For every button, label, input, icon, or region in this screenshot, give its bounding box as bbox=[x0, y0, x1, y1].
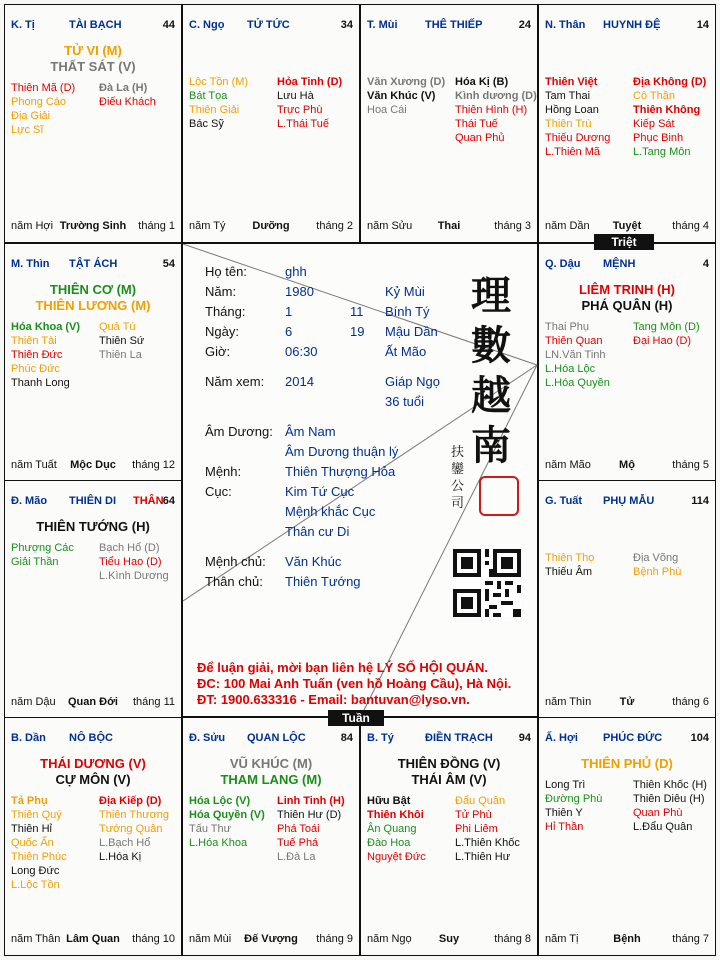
minor-star: Kiếp Sát bbox=[633, 118, 675, 130]
minor-star: Lưu Hà bbox=[277, 90, 314, 102]
palace-year: năm Ngọ bbox=[367, 933, 412, 945]
minor-star: Thiên Việt bbox=[545, 76, 598, 88]
main-star: PHÁ QUÂN (H) bbox=[581, 298, 673, 313]
palace-name: TÀI BẠCH bbox=[69, 19, 122, 31]
palace-month: tháng 5 bbox=[672, 459, 709, 471]
palace-footer bbox=[189, 220, 353, 234]
minor-star: Thai Phụ bbox=[545, 321, 590, 333]
minor-star: Thiên Khôi bbox=[367, 809, 424, 821]
palace-age: 24 bbox=[518, 19, 531, 31]
palace-branch: G. Tuất bbox=[545, 495, 583, 507]
minor-stars-left bbox=[189, 794, 265, 850]
minor-star: Phục Binh bbox=[633, 132, 684, 144]
minor-star: Đà La (H) bbox=[99, 82, 148, 94]
contact-line-2: ĐC: 100 Mai Anh Tuấn (ven hồ Hoàng Cầu), Hà Nội. bbox=[197, 676, 512, 691]
month-label: Tháng: bbox=[205, 304, 246, 319]
minor-star: L.Hóa Kị bbox=[99, 851, 142, 863]
month-value: 1 bbox=[285, 304, 293, 319]
year-canchi: Kỷ Mùi bbox=[385, 284, 425, 299]
palace-month: tháng 4 bbox=[672, 220, 709, 232]
minor-star: Văn Xương (D) bbox=[367, 76, 446, 88]
destiny-value: Thiên Thượng Hỏa bbox=[285, 464, 396, 479]
yin-yang-value: Âm Nam bbox=[285, 424, 336, 439]
minor-star: Hữu Bật bbox=[367, 795, 411, 807]
year-value: 1980 bbox=[285, 284, 314, 299]
palace-hoi[interactable] bbox=[538, 717, 716, 956]
main-star: THIÊN ĐỒNG (V) bbox=[397, 756, 501, 771]
minor-star: L.Lộc Tồn bbox=[11, 879, 60, 891]
minor-star: Tang Môn (D) bbox=[633, 321, 700, 333]
palace-stage: Bệnh bbox=[613, 933, 641, 945]
minor-stars-left bbox=[367, 794, 426, 864]
logo-char-4: 南 bbox=[471, 422, 511, 469]
palace-age: 94 bbox=[518, 732, 531, 744]
palace-month: tháng 1 bbox=[138, 220, 175, 232]
bureau-value-2: Mệnh khắc Cục bbox=[285, 504, 376, 519]
palace-name: MỆNH bbox=[603, 258, 636, 270]
palace-header bbox=[189, 732, 353, 746]
month-lunar: 11 bbox=[350, 304, 364, 319]
hour-label: Giờ: bbox=[205, 344, 231, 359]
minor-star: Phi Liêm bbox=[455, 823, 498, 835]
palace-branch: B. Dần bbox=[11, 732, 46, 744]
minor-star: Thiên Diêu (H) bbox=[633, 793, 705, 805]
palace-year: năm Thân bbox=[11, 933, 61, 945]
minor-star: Thiên Hư (D) bbox=[277, 809, 342, 821]
palace-stage: Trường Sinh bbox=[59, 220, 127, 232]
logo-char-2: 數 bbox=[471, 322, 511, 369]
palace-header bbox=[545, 258, 709, 272]
minor-star: L.Hóa Khoa bbox=[189, 837, 248, 849]
minor-star: Tam Thai bbox=[545, 90, 591, 102]
palace-age: 4 bbox=[702, 258, 709, 270]
bureau-value-3: Thân cư Di bbox=[285, 524, 350, 539]
palace-stage: Đế Vượng bbox=[244, 933, 298, 945]
palace-body-tag: THÂN bbox=[133, 495, 164, 507]
palace-month: tháng 2 bbox=[316, 220, 353, 232]
palace-year: năm Dần bbox=[545, 220, 590, 232]
minor-star: Thiên Tài bbox=[11, 335, 57, 347]
minor-star: Điếu Khách bbox=[99, 96, 156, 108]
destiny-ruler-value: Văn Khúc bbox=[285, 554, 342, 569]
palace-branch: K. Tị bbox=[11, 19, 35, 31]
minor-star: Phúc Đức bbox=[11, 363, 60, 375]
minor-star: L.Thái Tuế bbox=[277, 118, 329, 130]
palace-year: năm Tý bbox=[189, 220, 226, 232]
palace-name: THIÊN DI bbox=[69, 495, 117, 507]
day-value: 6 bbox=[285, 324, 293, 339]
minor-star: Thiên Quan bbox=[545, 335, 603, 347]
minor-star: Ân Quang bbox=[367, 823, 417, 835]
minor-star: Thiếu Dương bbox=[545, 132, 611, 144]
palace-month: tháng 8 bbox=[494, 933, 531, 945]
palace-age: 44 bbox=[162, 19, 175, 31]
minor-star: L.Tang Môn bbox=[633, 146, 691, 158]
palace-header bbox=[11, 732, 175, 746]
palace-header bbox=[545, 732, 709, 746]
palace-name: TẬT ÁCH bbox=[69, 258, 118, 270]
minor-star: Quốc Ấn bbox=[11, 837, 54, 849]
minor-star: Bát Tọa bbox=[189, 90, 228, 102]
minor-star: Thái Tuế bbox=[455, 118, 498, 130]
minor-star: Tả Phụ bbox=[11, 795, 48, 807]
palace-year: năm Sửu bbox=[367, 220, 413, 232]
minor-star: Thiên Trù bbox=[545, 118, 592, 130]
minor-stars-left bbox=[11, 794, 67, 892]
minor-star: Phong Cáo bbox=[11, 96, 67, 108]
minor-stars-right bbox=[277, 794, 345, 864]
view-year-label: Năm xem: bbox=[205, 374, 265, 389]
palace-stage: Suy bbox=[438, 933, 460, 945]
minor-star: Hồng Loan bbox=[545, 104, 599, 116]
minor-star: Thiên Y bbox=[545, 807, 583, 819]
palace-year: năm Hợi bbox=[11, 220, 54, 232]
minor-star: LN.Văn Tinh bbox=[545, 349, 606, 361]
minor-star: Địa Kiếp (D) bbox=[99, 795, 162, 807]
minor-star: L.Thiên Mã bbox=[545, 146, 601, 158]
palace-branch: N. Thân bbox=[545, 19, 586, 31]
minor-star: Quan Phủ bbox=[455, 132, 505, 144]
palace-header bbox=[545, 495, 709, 509]
palace-footer bbox=[11, 696, 175, 710]
palace-name: QUAN LỘC bbox=[247, 732, 306, 744]
minor-stars-right bbox=[99, 794, 169, 864]
minor-star: Hóa Lộc (V) bbox=[189, 795, 251, 807]
tuan-tag: Tuần bbox=[328, 710, 384, 726]
minor-star: Tuế Phá bbox=[277, 837, 319, 849]
minor-star: Kình dương (D) bbox=[455, 90, 537, 102]
palace-dan[interactable] bbox=[4, 717, 182, 956]
minor-star: Linh Tinh (H) bbox=[277, 795, 345, 807]
minor-star: Đại Hao (D) bbox=[633, 335, 692, 347]
main-star: THAM LANG (M) bbox=[220, 772, 322, 787]
palace-footer bbox=[367, 933, 531, 947]
body-ruler-label: Thân chủ: bbox=[205, 574, 263, 589]
minor-stars-left bbox=[11, 541, 74, 569]
minor-star: Phượng Các bbox=[11, 542, 74, 554]
minor-stars-left bbox=[545, 320, 610, 390]
palace-ngo[interactable] bbox=[182, 4, 360, 243]
minor-stars-left bbox=[545, 778, 602, 834]
minor-star: Đẩu Quân bbox=[455, 795, 506, 807]
minor-star: Hoa Cái bbox=[367, 104, 407, 116]
palace-ty[interactable] bbox=[4, 4, 182, 243]
palace-stage: Mộ bbox=[619, 459, 635, 471]
palace-stage: Dưỡng bbox=[252, 220, 290, 232]
palace-branch: Ấ. Hợi bbox=[545, 732, 578, 744]
minor-star: L.Đà La bbox=[277, 851, 316, 863]
minor-star: Thiên Không bbox=[633, 104, 701, 116]
palace-header bbox=[11, 19, 175, 33]
palace-age: 14 bbox=[696, 19, 709, 31]
minor-star: Thiên Quý bbox=[11, 809, 62, 821]
day-canchi: Mậu Dần bbox=[385, 324, 438, 339]
minor-stars-left bbox=[189, 75, 248, 131]
minor-star: Nguyệt Đức bbox=[367, 851, 426, 863]
palace-mui[interactable] bbox=[360, 4, 538, 243]
minor-star: Phá Toái bbox=[277, 823, 320, 835]
minor-star: Đào Hoa bbox=[367, 837, 411, 849]
minor-star: Hóa Quyền (V) bbox=[189, 809, 265, 821]
palace-header bbox=[545, 19, 709, 33]
palace-year: năm Tị bbox=[545, 933, 579, 945]
palace-dau[interactable] bbox=[538, 243, 716, 482]
palace-year: năm Dậu bbox=[11, 696, 56, 708]
palace-footer bbox=[367, 220, 531, 234]
minor-star: Hóa Kị (B) bbox=[455, 76, 509, 88]
minor-star: L.Bạch Hổ bbox=[99, 837, 151, 849]
palace-name: TỬ TỨC bbox=[247, 19, 290, 31]
palace-stage: Tuyệt bbox=[612, 220, 642, 232]
name-label: Họ tên: bbox=[205, 264, 247, 279]
contact-line-1: Để luận giải, mời bạn liên hệ LÝ SỐ HỘI QUÁN. bbox=[197, 660, 488, 675]
minor-star: Đường Phù bbox=[545, 793, 603, 805]
main-star: CỰ MÔN (V) bbox=[55, 772, 131, 787]
minor-star: L.Thiên Khốc bbox=[455, 837, 520, 849]
minor-star: Giải Thần bbox=[11, 556, 59, 568]
minor-star: Tấu Thư bbox=[189, 823, 232, 835]
body-ruler-value: Thiên Tướng bbox=[285, 574, 361, 589]
minor-star: Tiểu Hao (D) bbox=[99, 556, 162, 568]
minor-star: Địa Không (D) bbox=[633, 76, 707, 88]
palace-month: tháng 3 bbox=[494, 220, 531, 232]
palace-branch: B. Tý bbox=[367, 732, 394, 744]
logo-small-text: 扶 鑾 公 司 bbox=[451, 445, 465, 511]
qr-code-icon bbox=[453, 549, 521, 617]
palace-year: năm Tuất bbox=[11, 459, 57, 471]
minor-stars-right bbox=[633, 320, 700, 348]
palace-name: HUYNH ĐỆ bbox=[603, 19, 661, 31]
minor-star: Thiên Đức bbox=[11, 349, 63, 361]
minor-star: Thiên Hỉ bbox=[11, 823, 52, 835]
palace-branch: Q. Dậu bbox=[545, 258, 581, 270]
minor-star: Thiên Khốc (H) bbox=[633, 779, 707, 791]
palace-age: 64 bbox=[162, 495, 175, 507]
minor-star: Bạch Hổ (D) bbox=[99, 542, 160, 554]
palace-age: 34 bbox=[340, 19, 353, 31]
palace-year: năm Mão bbox=[545, 459, 591, 471]
palace-month: tháng 10 bbox=[132, 933, 175, 945]
main-star: THIÊN CƠ (M) bbox=[49, 282, 137, 297]
minor-star: L.Thiên Hư bbox=[455, 851, 511, 863]
age-value: 36 tuổi bbox=[385, 394, 425, 409]
minor-star: Tử Phù bbox=[455, 809, 492, 821]
yin-yang-label: Âm Dương: bbox=[205, 424, 273, 439]
main-star: THẤT SÁT (V) bbox=[50, 59, 136, 74]
palace-footer bbox=[11, 459, 175, 473]
palace-footer bbox=[11, 933, 175, 947]
palace-than[interactable] bbox=[538, 4, 716, 243]
minor-star: Thiên Sứ bbox=[99, 335, 145, 347]
palace-branch: T. Mùi bbox=[367, 19, 398, 31]
destiny-label: Mệnh: bbox=[205, 464, 242, 479]
palace-month: tháng 12 bbox=[132, 459, 175, 471]
minor-stars-right bbox=[633, 778, 707, 834]
minor-star: L.Hóa Lộc bbox=[545, 363, 596, 375]
palace-name: ĐIỀN TRẠCH bbox=[425, 732, 493, 744]
palace-header bbox=[367, 19, 531, 33]
palace-branch: Đ. Sửu bbox=[189, 732, 226, 744]
palace-name: THÊ THIẾP bbox=[425, 19, 483, 31]
minor-star: Hỏa Tinh (D) bbox=[277, 76, 343, 88]
palace-ty2[interactable] bbox=[360, 717, 538, 956]
palace-name: PHÚC ĐỨC bbox=[603, 732, 663, 744]
palace-month: tháng 6 bbox=[672, 696, 709, 708]
view-year-canchi: Giáp Ngọ bbox=[385, 374, 440, 389]
minor-star: Văn Khúc (V) bbox=[367, 90, 436, 102]
palace-name: NÔ BỘC bbox=[69, 732, 113, 744]
palace-header bbox=[367, 732, 531, 746]
minor-star: L.Hóa Quyền bbox=[545, 377, 610, 389]
minor-star: L.Kình Dương bbox=[99, 570, 169, 582]
triet-tag: Triệt bbox=[594, 234, 654, 250]
palace-year: năm Thìn bbox=[545, 696, 592, 708]
palace-branch: Đ. Mão bbox=[11, 495, 48, 507]
hour-canchi: Ất Mão bbox=[385, 344, 427, 359]
seal-stamp-icon bbox=[479, 476, 519, 516]
palace-footer bbox=[545, 933, 709, 947]
main-star: TỬ VI (M) bbox=[64, 43, 122, 58]
palace-year: năm Mùi bbox=[189, 933, 232, 945]
destiny-ruler-label: Mệnh chủ: bbox=[205, 554, 266, 569]
minor-stars-right bbox=[455, 794, 520, 864]
minor-stars-left bbox=[545, 551, 594, 579]
palace-branch: C. Ngọ bbox=[189, 19, 225, 31]
minor-star: Thiên Thọ bbox=[545, 552, 595, 564]
minor-stars-left bbox=[11, 320, 80, 390]
palace-tuat[interactable] bbox=[538, 480, 716, 719]
minor-star: Bệnh Phù bbox=[633, 566, 682, 578]
center-info-panel bbox=[182, 243, 538, 717]
main-star: THÁI DƯƠNG (V) bbox=[40, 756, 146, 771]
minor-stars-right bbox=[633, 75, 706, 159]
palace-month: tháng 11 bbox=[132, 696, 175, 708]
logo-char-3: 越 bbox=[471, 372, 511, 419]
minor-star: Cô Thần bbox=[633, 90, 675, 102]
minor-star: Thiên La bbox=[99, 349, 142, 361]
palace-branch: M. Thìn bbox=[11, 258, 50, 270]
minor-star: Trực Phù bbox=[277, 104, 323, 116]
minor-star: Thiên Giải bbox=[189, 104, 240, 116]
minor-star: Thanh Long bbox=[11, 377, 70, 389]
day-label: Ngày: bbox=[205, 324, 239, 339]
minor-star: Lực Sĩ bbox=[11, 124, 44, 136]
minor-star: Thiên Thương bbox=[99, 809, 170, 821]
palace-footer bbox=[545, 459, 709, 473]
view-year-value: 2014 bbox=[285, 374, 314, 389]
palace-header bbox=[11, 258, 175, 272]
palace-stage: Quan Đới bbox=[68, 696, 118, 708]
minor-stars-right bbox=[277, 75, 342, 131]
logo-char-1: 理 bbox=[471, 272, 511, 319]
contact-line-3: ĐT: 1900.633316 - Email: bantuvan@lyso.vn. bbox=[197, 692, 470, 707]
palace-footer bbox=[545, 696, 709, 710]
palace-mao[interactable] bbox=[4, 480, 182, 719]
palace-header bbox=[11, 495, 175, 509]
palace-footer bbox=[189, 933, 353, 947]
minor-star: Lộc Tồn (M) bbox=[189, 76, 249, 88]
palace-stage: Thai bbox=[437, 220, 461, 232]
minor-star: L.Đẩu Quân bbox=[633, 821, 693, 833]
palace-stage: Tử bbox=[619, 696, 635, 708]
minor-star: Quả Tú bbox=[99, 321, 136, 333]
palace-age: 104 bbox=[690, 732, 709, 744]
minor-star: Bác Sỹ bbox=[189, 118, 224, 130]
palace-footer bbox=[11, 220, 175, 234]
palace-footer bbox=[545, 220, 709, 234]
palace-month: tháng 7 bbox=[672, 933, 709, 945]
minor-stars-right bbox=[99, 320, 144, 362]
minor-star: Hỉ Thần bbox=[545, 821, 584, 833]
palace-month: tháng 9 bbox=[316, 933, 353, 945]
minor-star: Long Đức bbox=[11, 865, 60, 877]
minor-stars-left bbox=[367, 75, 445, 117]
day-lunar: 19 bbox=[350, 324, 365, 339]
palace-age: 84 bbox=[340, 732, 353, 744]
minor-stars-right bbox=[633, 551, 681, 579]
palace-thin[interactable] bbox=[4, 243, 182, 482]
palace-stage: Lâm Quan bbox=[66, 933, 120, 945]
main-star: VŨ KHÚC (M) bbox=[229, 756, 313, 771]
minor-star: Thiên Phúc bbox=[11, 851, 67, 863]
minor-star: Quan Phù bbox=[633, 807, 683, 819]
palace-stage: Mộc Dục bbox=[70, 459, 116, 471]
main-star: THIÊN TƯỚNG (H) bbox=[36, 519, 150, 534]
main-star: THIÊN PHỦ (D) bbox=[581, 756, 673, 771]
minor-star: Thiên Mã (D) bbox=[11, 82, 76, 94]
minor-star: Thiếu Âm bbox=[545, 566, 593, 578]
bureau-value: Kim Tứ Cục bbox=[285, 484, 355, 499]
yin-yang-value-2: Âm Dương thuận lý bbox=[285, 444, 399, 459]
main-star: LIÊM TRINH (H) bbox=[578, 282, 676, 297]
name-value: ghh bbox=[285, 264, 307, 279]
palace-header bbox=[189, 19, 353, 33]
minor-stars-left bbox=[545, 75, 610, 159]
palace-age: 54 bbox=[162, 258, 175, 270]
minor-stars-left bbox=[11, 81, 75, 137]
minor-star: Hóa Khoa (V) bbox=[11, 321, 81, 333]
minor-star: Địa Giải bbox=[11, 110, 51, 122]
minor-star: Long Trì bbox=[545, 779, 586, 791]
minor-star: Thiên Hình (H) bbox=[455, 104, 528, 116]
minor-star: Địa Võng bbox=[633, 552, 679, 564]
year-label: Năm: bbox=[205, 284, 237, 299]
hour-value: 06:30 bbox=[285, 344, 318, 359]
main-star: THIÊN LƯƠNG (M) bbox=[35, 298, 151, 313]
main-star: THÁI ÂM (V) bbox=[411, 772, 487, 787]
minor-stars-right bbox=[99, 541, 169, 583]
palace-suu[interactable] bbox=[182, 717, 360, 956]
minor-stars-right bbox=[455, 75, 537, 145]
month-canchi: Bính Tý bbox=[385, 304, 430, 319]
palace-name: PHỤ MẪU bbox=[603, 495, 655, 507]
palace-age: 114 bbox=[691, 495, 709, 507]
minor-star: Tướng Quân bbox=[99, 823, 163, 835]
minor-stars-right bbox=[99, 81, 156, 109]
bureau-label: Cục: bbox=[205, 484, 232, 499]
